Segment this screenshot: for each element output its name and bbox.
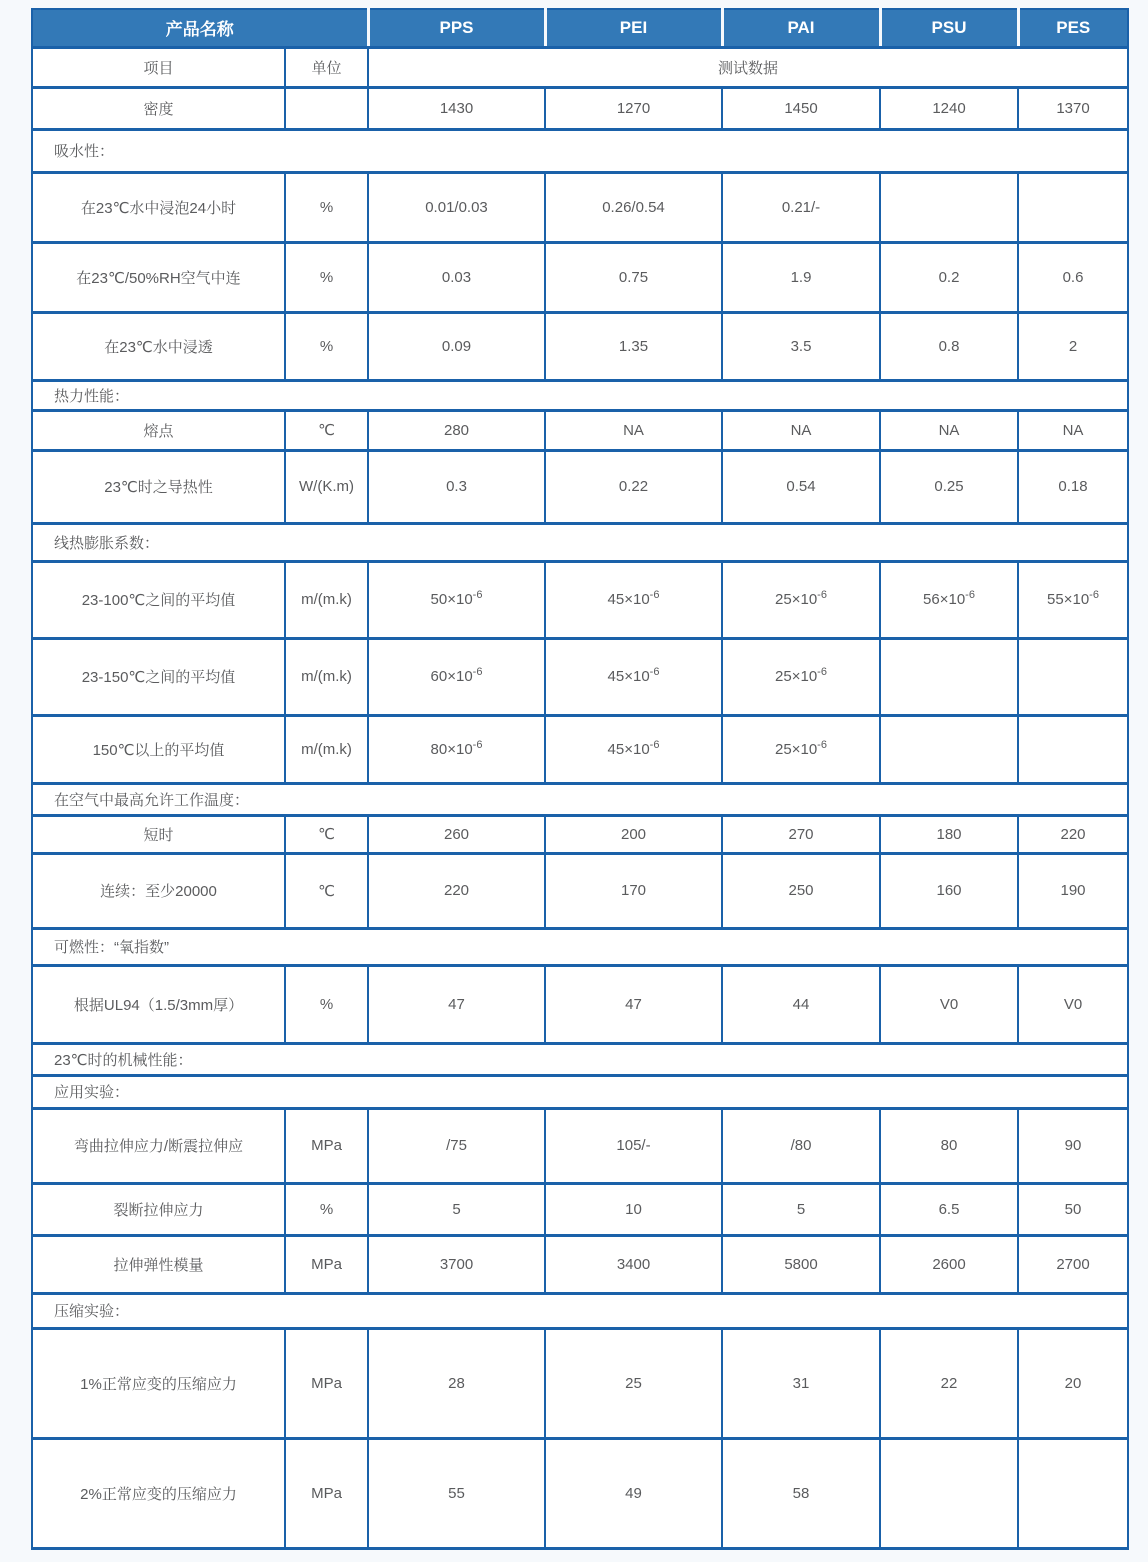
table-row bbox=[32, 561, 1128, 638]
value-cell: 0.09 bbox=[368, 312, 545, 380]
section-row bbox=[32, 1293, 1128, 1328]
table-row bbox=[32, 450, 1128, 523]
value-cell: $45\times 10^{-6}$ bbox=[545, 638, 722, 715]
value-cell: NA bbox=[722, 410, 880, 450]
unit-cell: % bbox=[285, 965, 368, 1043]
item-cell: 23-100℃之间的平均值 bbox=[32, 561, 285, 638]
value-cell: 80 bbox=[880, 1108, 1018, 1183]
table-row bbox=[32, 853, 1128, 928]
item-cell: 1%正常应变的压缩应力 bbox=[32, 1328, 285, 1438]
value-cell: 58 bbox=[722, 1438, 880, 1548]
table-row bbox=[32, 1183, 1128, 1235]
value-cell: $45\times 10^{-6}$ bbox=[545, 561, 722, 638]
value-cell: 31 bbox=[722, 1328, 880, 1438]
table-row bbox=[32, 965, 1128, 1043]
value-cell: 250 bbox=[722, 853, 880, 928]
item-cell: 弯曲拉伸应力/断震拉伸应 bbox=[32, 1108, 285, 1183]
value-cell: 0.75 bbox=[545, 242, 722, 312]
value-cell: 3400 bbox=[545, 1235, 722, 1293]
table-row bbox=[32, 312, 1128, 380]
value-cell: 0.01/0.03 bbox=[368, 172, 545, 242]
value-cell: 0.54 bbox=[722, 450, 880, 523]
value-cell bbox=[1018, 172, 1128, 242]
value-cell: 44 bbox=[722, 965, 880, 1043]
table-row bbox=[32, 172, 1128, 242]
item-cell: 拉伸弹性模量 bbox=[32, 1235, 285, 1293]
value-cell: /75 bbox=[368, 1108, 545, 1183]
value-cell: 5 bbox=[722, 1183, 880, 1235]
value-cell bbox=[1018, 715, 1128, 783]
table-row bbox=[32, 1328, 1128, 1438]
unit-cell: ℃ bbox=[285, 853, 368, 928]
test-data-header: 测试数据 bbox=[368, 47, 1128, 87]
value-cell: 1430 bbox=[368, 87, 545, 129]
value-cell: 25 bbox=[545, 1328, 722, 1438]
value-cell: $56\times 10^{-6}$ bbox=[880, 561, 1018, 638]
table-row bbox=[32, 1108, 1128, 1183]
value-cell: 180 bbox=[880, 815, 1018, 853]
value-cell: V0 bbox=[880, 965, 1018, 1043]
section-row bbox=[32, 783, 1128, 815]
table-row bbox=[32, 1235, 1128, 1293]
section-header: 应用实验： bbox=[32, 1075, 1128, 1108]
item-cell: 短时 bbox=[32, 815, 285, 853]
table-row bbox=[32, 1438, 1128, 1548]
value-cell: $25\times 10^{-6}$ bbox=[722, 715, 880, 783]
value-cell: 1450 bbox=[722, 87, 880, 129]
unit-header: 单位 bbox=[285, 47, 368, 87]
value-cell: 160 bbox=[880, 853, 1018, 928]
value-cell: 1370 bbox=[1018, 87, 1128, 129]
value-cell: 0.8 bbox=[880, 312, 1018, 380]
value-cell: 49 bbox=[545, 1438, 722, 1548]
item-header: 项目 bbox=[32, 47, 285, 87]
table-row bbox=[32, 242, 1128, 312]
value-cell: 0.22 bbox=[545, 450, 722, 523]
value-cell: $25\times 10^{-6}$ bbox=[722, 561, 880, 638]
value-cell bbox=[880, 1438, 1018, 1548]
value-cell: 10 bbox=[545, 1183, 722, 1235]
value-cell: 0.25 bbox=[880, 450, 1018, 523]
value-cell: 0.26/0.54 bbox=[545, 172, 722, 242]
value-cell: 0.6 bbox=[1018, 242, 1128, 312]
unit-cell: ℃ bbox=[285, 815, 368, 853]
product-column-header-pai: PAI bbox=[722, 9, 880, 47]
value-cell: 47 bbox=[545, 965, 722, 1043]
value-cell: 3.5 bbox=[722, 312, 880, 380]
section-row bbox=[32, 928, 1128, 965]
value-cell: 20 bbox=[1018, 1328, 1128, 1438]
table-head bbox=[32, 9, 1128, 87]
value-cell: 260 bbox=[368, 815, 545, 853]
value-cell: $45\times 10^{-6}$ bbox=[545, 715, 722, 783]
unit-cell: % bbox=[285, 312, 368, 380]
value-cell: 200 bbox=[545, 815, 722, 853]
unit-cell: % bbox=[285, 172, 368, 242]
unit-cell: m/(m.k) bbox=[285, 638, 368, 715]
section-header: 23℃时的机械性能： bbox=[32, 1043, 1128, 1075]
value-cell bbox=[1018, 1438, 1128, 1548]
subheader-row bbox=[32, 47, 1128, 87]
section-row bbox=[32, 129, 1128, 172]
section-header: 压缩实验： bbox=[32, 1293, 1128, 1328]
value-cell: $60\times 10^{-6}$ bbox=[368, 638, 545, 715]
item-cell: 150℃以上的平均值 bbox=[32, 715, 285, 783]
product-name-header: 产品名称 bbox=[32, 9, 368, 47]
product-column-header-pps: PPS bbox=[368, 9, 545, 47]
value-cell: /80 bbox=[722, 1108, 880, 1183]
item-cell: 连续：至少20000 bbox=[32, 853, 285, 928]
value-cell: 1.35 bbox=[545, 312, 722, 380]
value-cell: 220 bbox=[368, 853, 545, 928]
value-cell: 0.03 bbox=[368, 242, 545, 312]
unit-cell: % bbox=[285, 242, 368, 312]
value-cell: 28 bbox=[368, 1328, 545, 1438]
value-cell: 6.5 bbox=[880, 1183, 1018, 1235]
table-row bbox=[32, 638, 1128, 715]
value-cell: $50\times 10^{-6}$ bbox=[368, 561, 545, 638]
unit-cell: MPa bbox=[285, 1438, 368, 1548]
value-cell bbox=[1018, 638, 1128, 715]
value-cell: NA bbox=[545, 410, 722, 450]
value-cell: 105/- bbox=[545, 1108, 722, 1183]
value-cell: 5 bbox=[368, 1183, 545, 1235]
section-row bbox=[32, 1043, 1128, 1075]
value-cell: 220 bbox=[1018, 815, 1128, 853]
value-cell: 2600 bbox=[880, 1235, 1018, 1293]
value-cell: 47 bbox=[368, 965, 545, 1043]
value-cell: 90 bbox=[1018, 1108, 1128, 1183]
value-cell: V0 bbox=[1018, 965, 1128, 1043]
item-cell: 23℃时之导热性 bbox=[32, 450, 285, 523]
value-cell: $25\times 10^{-6}$ bbox=[722, 638, 880, 715]
unit-cell: MPa bbox=[285, 1235, 368, 1293]
value-cell: $55\times 10^{-6}$ bbox=[1018, 561, 1128, 638]
item-cell: 在23℃水中浸泡24小时 bbox=[32, 172, 285, 242]
item-cell: 在23℃/50%RH空气中连 bbox=[32, 242, 285, 312]
value-cell: 1240 bbox=[880, 87, 1018, 129]
value-cell: NA bbox=[880, 410, 1018, 450]
value-cell: $80\times 10^{-6}$ bbox=[368, 715, 545, 783]
value-cell bbox=[880, 715, 1018, 783]
value-cell: 270 bbox=[722, 815, 880, 853]
item-cell: 裂断拉伸应力 bbox=[32, 1183, 285, 1235]
section-header: 热力性能： bbox=[32, 380, 1128, 410]
value-cell: 0.21/- bbox=[722, 172, 880, 242]
value-cell: 170 bbox=[545, 853, 722, 928]
table-body bbox=[32, 87, 1128, 1548]
unit-cell: MPa bbox=[285, 1108, 368, 1183]
section-row bbox=[32, 523, 1128, 561]
section-header: 吸水性： bbox=[32, 129, 1128, 172]
properties-table bbox=[31, 8, 1129, 1550]
table-row bbox=[32, 815, 1128, 853]
product-column-header-pes: PES bbox=[1018, 9, 1128, 47]
table-row bbox=[32, 715, 1128, 783]
table-row-density bbox=[32, 87, 1128, 129]
section-header: 在空气中最高允许工作温度： bbox=[32, 783, 1128, 815]
item-cell: 2%正常应变的压缩应力 bbox=[32, 1438, 285, 1548]
value-cell: 22 bbox=[880, 1328, 1018, 1438]
section-row bbox=[32, 380, 1128, 410]
value-cell: 2 bbox=[1018, 312, 1128, 380]
table-row bbox=[32, 410, 1128, 450]
value-cell: 50 bbox=[1018, 1183, 1128, 1235]
unit-cell: % bbox=[285, 1183, 368, 1235]
value-cell: 1270 bbox=[545, 87, 722, 129]
value-cell bbox=[880, 172, 1018, 242]
value-cell: 55 bbox=[368, 1438, 545, 1548]
unit-cell: m/(m.k) bbox=[285, 561, 368, 638]
product-column-header-pei: PEI bbox=[545, 9, 722, 47]
product-column-header-psu: PSU bbox=[880, 9, 1018, 47]
section-row bbox=[32, 1075, 1128, 1108]
item-cell: 在23℃水中浸透 bbox=[32, 312, 285, 380]
unit-cell: ℃ bbox=[285, 410, 368, 450]
value-cell: NA bbox=[1018, 410, 1128, 450]
unit-cell: MPa bbox=[285, 1328, 368, 1438]
value-cell: 0.18 bbox=[1018, 450, 1128, 523]
unit-cell: W/(K.m) bbox=[285, 450, 368, 523]
value-cell: 3700 bbox=[368, 1235, 545, 1293]
value-cell: 1.9 bbox=[722, 242, 880, 312]
item-cell: 熔点 bbox=[32, 410, 285, 450]
value-cell: 2700 bbox=[1018, 1235, 1128, 1293]
value-cell bbox=[880, 638, 1018, 715]
section-header: 可燃性：“氧指数” bbox=[32, 928, 1128, 965]
value-cell: 0.3 bbox=[368, 450, 545, 523]
value-cell: 0.2 bbox=[880, 242, 1018, 312]
value-cell: 280 bbox=[368, 410, 545, 450]
section-header: 线热膨胀系数： bbox=[32, 523, 1128, 561]
unit-cell bbox=[285, 87, 368, 129]
item-cell: 23-150℃之间的平均值 bbox=[32, 638, 285, 715]
unit-cell: m/(m.k) bbox=[285, 715, 368, 783]
item-cell: 根据UL94（1.5/3mm厚） bbox=[32, 965, 285, 1043]
header-row bbox=[32, 9, 1128, 47]
item-cell: 密度 bbox=[32, 87, 285, 129]
value-cell: 190 bbox=[1018, 853, 1128, 928]
value-cell: 5800 bbox=[722, 1235, 880, 1293]
